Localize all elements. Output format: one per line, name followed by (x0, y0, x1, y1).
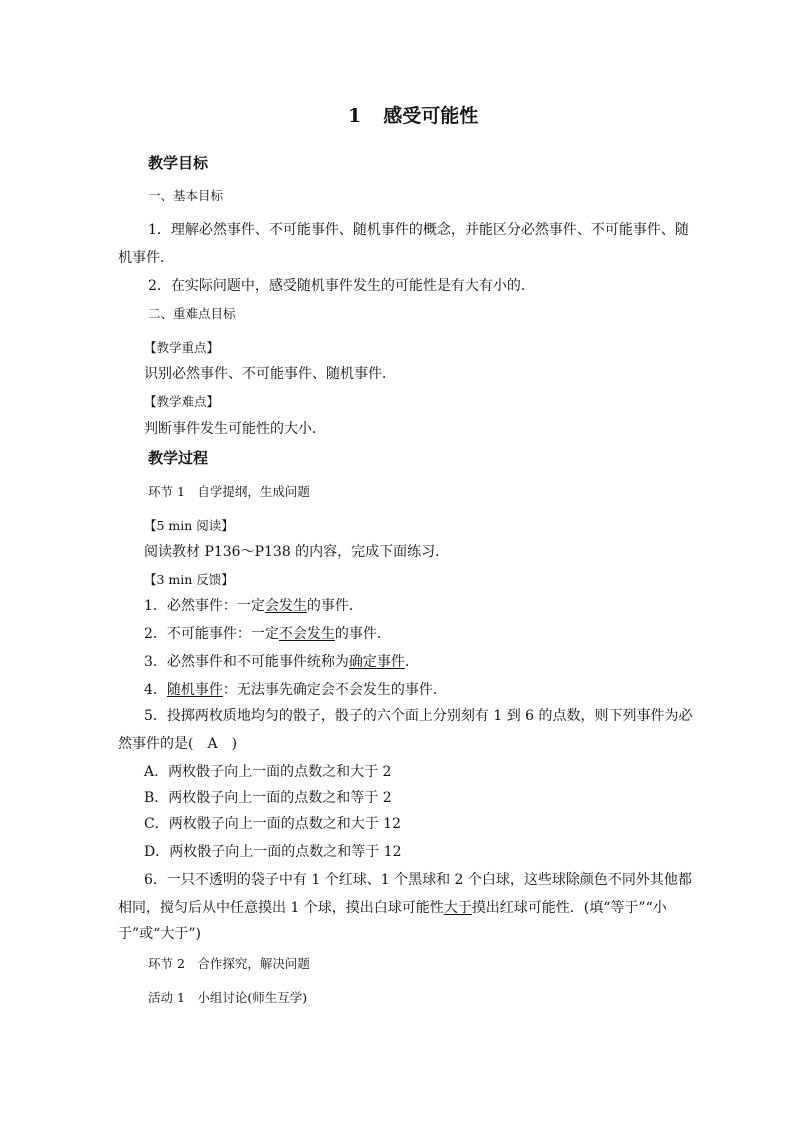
question-6-line2 (118, 899, 667, 917)
question-5-line2: 然事件的是( A ) (118, 736, 238, 752)
goals-heading: 教学目标 (148, 154, 209, 172)
option-a: A．两枚骰子向上一面的点数之和大于 2 (144, 764, 392, 780)
option-d: D．两枚骰子向上一面的点数之和等于 12 (144, 844, 402, 860)
question-3 (144, 653, 409, 671)
title-number: 1 (348, 105, 362, 127)
q6-prefix: 相同，搅匀后从中任意摸出 1 个球，摸出白球可能性 (118, 900, 444, 916)
q2-suffix: 的事件． (334, 626, 391, 642)
q2-prefix: 2．不可能事件：一定 (144, 626, 279, 642)
process-heading: 教学过程 (148, 449, 209, 467)
question-2 (144, 625, 391, 643)
read-label: 【5 min 阅读】 (144, 518, 234, 533)
question-6-line3: 于”或“大于”) (118, 926, 201, 942)
option-c: C．两枚骰子向上一面的点数之和大于 12 (144, 816, 401, 832)
goal-1-line2: 机事件． (118, 250, 174, 266)
q3-prefix: 3．必然事件和不可能事件统称为 (144, 654, 349, 670)
q2-answer: 不会发生 (278, 626, 335, 642)
title-text: 感受可能性 (383, 105, 479, 127)
question-4 (144, 681, 447, 699)
read-text: 阅读教材 P136～P138 的内容，完成下面练习． (144, 544, 450, 560)
question-6-line1: 6．一只不透明的袋子中有 1 个红球、1 个黑球和 2 个白球，这些球除颜色不同外其他都 (144, 872, 692, 888)
q4-prefix: 4． (144, 682, 167, 698)
difficulty-text: 判断事件发生可能性的大小． (144, 421, 326, 437)
difficulty-label: 【教学难点】 (144, 394, 220, 409)
goal-2: 2．在实际问题中，感受随机事件发生的可能性是有大有小的． (148, 278, 535, 294)
q3-answer: 确定事件 (348, 654, 405, 670)
q4-suffix: ：无法事先确定会不会发生的事件． (222, 682, 447, 698)
question-5-line1: 5．投掷两枚质地均匀的骰子，骰子的六个面上分别刻有 1 到 6 的点数，则下列事件为必 (144, 708, 693, 724)
basic-goals-heading: 一、基本目标 (148, 188, 224, 203)
q6-suffix: 摸出红球可能性．(填“等于”“小 (471, 900, 667, 916)
goal-1-line1: 1．理解必然事件、不可能事件、随机事件的概念，并能区分必然事件、不可能事件、随 (148, 222, 689, 238)
q6-answer: 大于 (443, 900, 472, 916)
stage-1: 环节 1 自学提纲，生成问题 (148, 484, 310, 499)
activity-1: 活动 1 小组讨论(师生互学) (148, 990, 308, 1005)
q1-prefix: 1．必然事件：一定 (144, 598, 265, 614)
key-goals-heading: 二、重难点目标 (148, 306, 236, 321)
feedback-label: 【3 min 反馈】 (144, 572, 234, 587)
q1-suffix: 的事件． (306, 598, 363, 614)
q4-answer: 随机事件 (166, 682, 223, 698)
question-1 (144, 597, 363, 615)
q1-answer: 会发生 (264, 598, 307, 614)
focus-text: 识别必然事件、不可能事件、随机事件． (144, 366, 396, 382)
page-title (348, 104, 478, 128)
q3-suffix: . (404, 654, 410, 670)
option-b: B．两枚骰子向上一面的点数之和等于 2 (144, 790, 392, 806)
stage-2: 环节 2 合作探究，解决问题 (148, 956, 310, 971)
focus-label: 【教学重点】 (144, 340, 220, 355)
